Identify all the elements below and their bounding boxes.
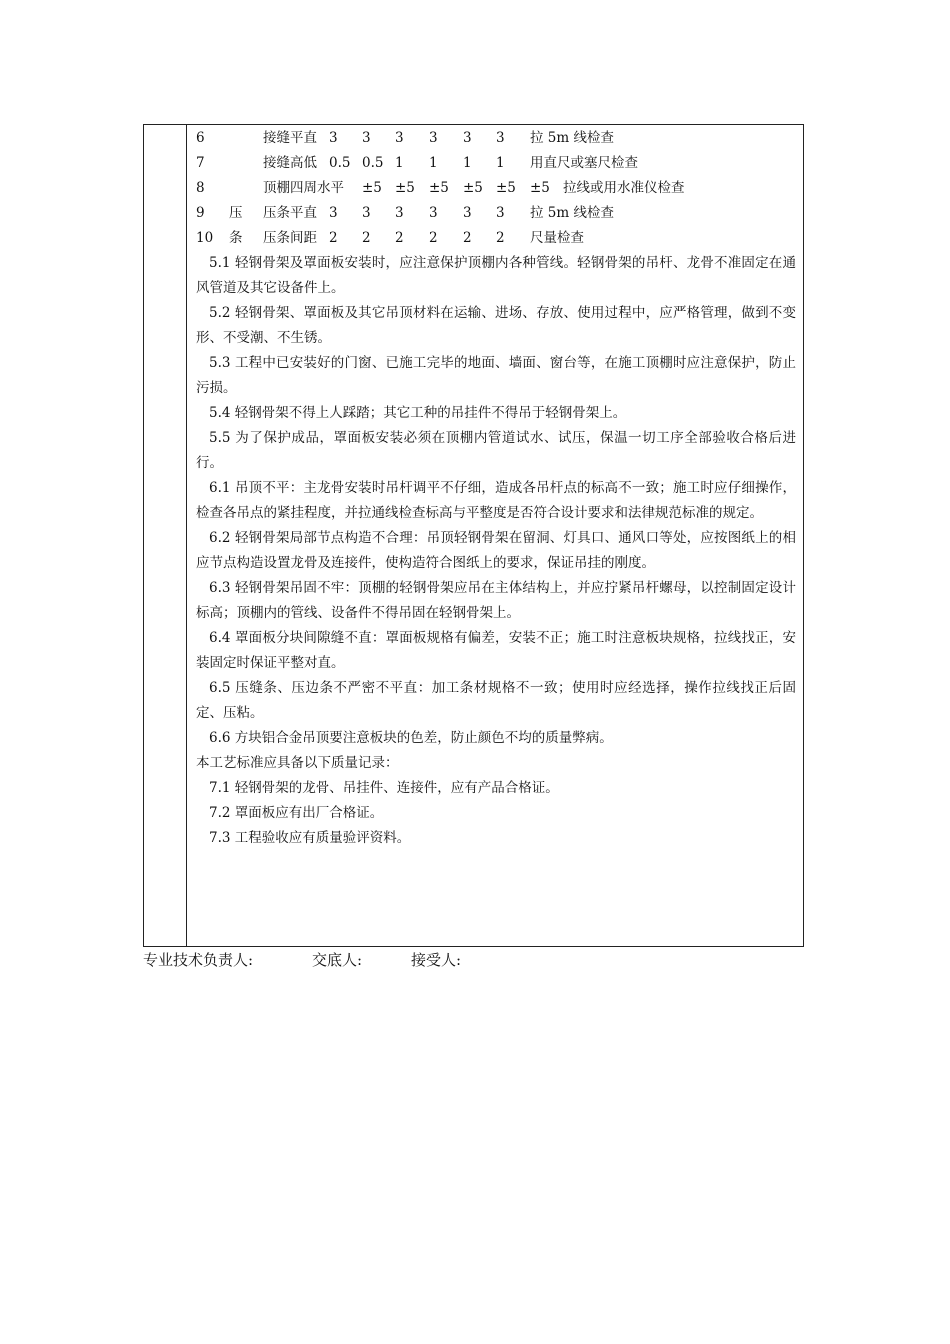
briefer-label: 交底人: [312,951,363,969]
row-method: 拉线或用水准仪检查 [563,180,685,196]
row-value: 3 [362,130,371,146]
row-method: 拉 5m 线检查 [530,205,614,221]
row-value: 3 [429,205,438,221]
row-number: 6 [196,130,205,146]
row-value: 2 [329,230,338,246]
table-row [196,151,796,176]
row-value: ±5 [429,180,449,196]
row-value: 0.5 [329,155,351,171]
paragraph-6-3: 6.3 轻钢骨架吊固不牢：顶棚的轻钢骨架应吊在主体结构上，并应拧紧吊杆螺母，以控制固定设计标高；顶棚内的管线、设备件不得吊固在轻钢骨架上。 [196,580,796,621]
receiver-label: 接受人: [411,951,462,969]
paragraph-6-2: 6.2 轻钢骨架局部节点构造不合理：吊顶轻钢骨架在留洞、灯具口、通风口等处，应按图纸上的相应节点构造设置龙骨及连接件，使构造符合图纸上的要求，保证吊挂的刚度。 [196,530,796,571]
row-group: 条 [229,230,243,246]
table-row [196,176,796,201]
content-column [196,126,796,851]
row-value: 2 [362,230,371,246]
paragraph-5-5: 5.5 为了保护成品，罩面板安装必须在顶棚内管道试水、试压，保温一切工序全部验收合格后进行。 [196,430,796,471]
row-item: 接缝平直 [263,130,317,146]
row-value: 1 [496,155,505,171]
paragraph-5-3: 5.3 工程中已安装好的门窗、已施工完毕的地面、墙面、窗台等，在施工顶棚时应注意保护，防止污损。 [196,355,796,396]
row-value: ±5 [395,180,415,196]
table-row [196,126,796,151]
paragraph-7-3: 7.3 工程验收应有质量验评资料。 [209,830,411,846]
row-value: 0.5 [362,155,384,171]
row-value: 2 [463,230,472,246]
row-value: 2 [395,230,404,246]
row-value: 3 [429,130,438,146]
table-row [196,201,796,226]
paragraph-7-1: 7.1 轻钢骨架的龙骨、吊挂件、连接件，应有产品合格证。 [209,780,559,796]
row-value: 3 [463,205,472,221]
row-number: 9 [196,205,205,221]
tech-lead-label: 专业技术负责人: [143,951,254,969]
row-item: 压条间距 [263,230,317,246]
row-value: 3 [329,205,338,221]
row-value: 3 [362,205,371,221]
paragraph-5-2: 5.2 轻钢骨架、罩面板及其它吊顶材料在运输、进场、存放、使用过程中，应严格管理，做到不变形、不受潮、不生锈。 [196,305,796,346]
row-number: 10 [196,230,214,246]
paragraph-7-2: 7.2 罩面板应有出厂合格证。 [209,805,384,821]
row-item: 接缝高低 [263,155,317,171]
row-value: 3 [395,130,404,146]
paragraph-6-5: 6.5 压缝条、压边条不严密不平直：加工条材规格不一致；使用时应经选择，操作拉线找正后固定、压粘。 [196,680,796,721]
row-value: 3 [329,130,338,146]
row-item: 顶棚四周水平 [263,180,344,196]
row-value: 3 [395,205,404,221]
row-value: ±5 [496,180,516,196]
paragraph-6-4: 6.4 罩面板分块间隙缝不直：罩面板规格有偏差，安装不正；施工时注意板块规格，拉线找正，安装固定时保证平整对直。 [196,630,796,671]
row-number: 7 [196,155,205,171]
row-number: 8 [196,180,205,196]
paragraph-5-1: 5.1 轻钢骨架及罩面板安装时，应注意保护顶棚内各种管线。轻钢骨架的吊杆、龙骨不准固定在通风管道及其它设备件上。 [196,255,796,296]
row-value: ±5 [362,180,382,196]
row-method: 尺量检查 [530,230,584,246]
records-intro: 本工艺标准应具备以下质量记录： [196,755,399,771]
row-method: 拉 5m 线检查 [530,130,614,146]
row-value: 2 [429,230,438,246]
row-value: 1 [395,155,404,171]
row-value: ±5 [463,180,483,196]
paragraph-5-4: 5.4 轻钢骨架不得上人踩踏；其它工种的吊挂件不得吊于轻钢骨架上。 [209,405,627,421]
table-row [196,226,796,251]
paragraph-6-6: 6.6 方块铝合金吊顶要注意板块的色差，防止颜色不均的质量弊病。 [209,730,613,746]
row-value: 1 [463,155,472,171]
row-value: 2 [496,230,505,246]
row-group: 压 [229,205,243,221]
row-item: 压条平直 [263,205,317,221]
row-value: ±5 [530,180,550,196]
paragraph-6-1: 6.1 吊顶不平：主龙骨安装时吊杆调平不仔细，造成各吊杆点的标高不一致；施工时应仔细操作，检查各吊点的紧挂程度，并拉通线检查标高与平整度是否符合设计要求和法律规范标准的规定。 [196,480,796,521]
row-value: 1 [429,155,438,171]
row-value: 3 [463,130,472,146]
row-value: 3 [496,130,505,146]
row-value: 3 [496,205,505,221]
column-divider [186,124,187,947]
row-method: 用直尺或塞尺检查 [530,155,638,171]
